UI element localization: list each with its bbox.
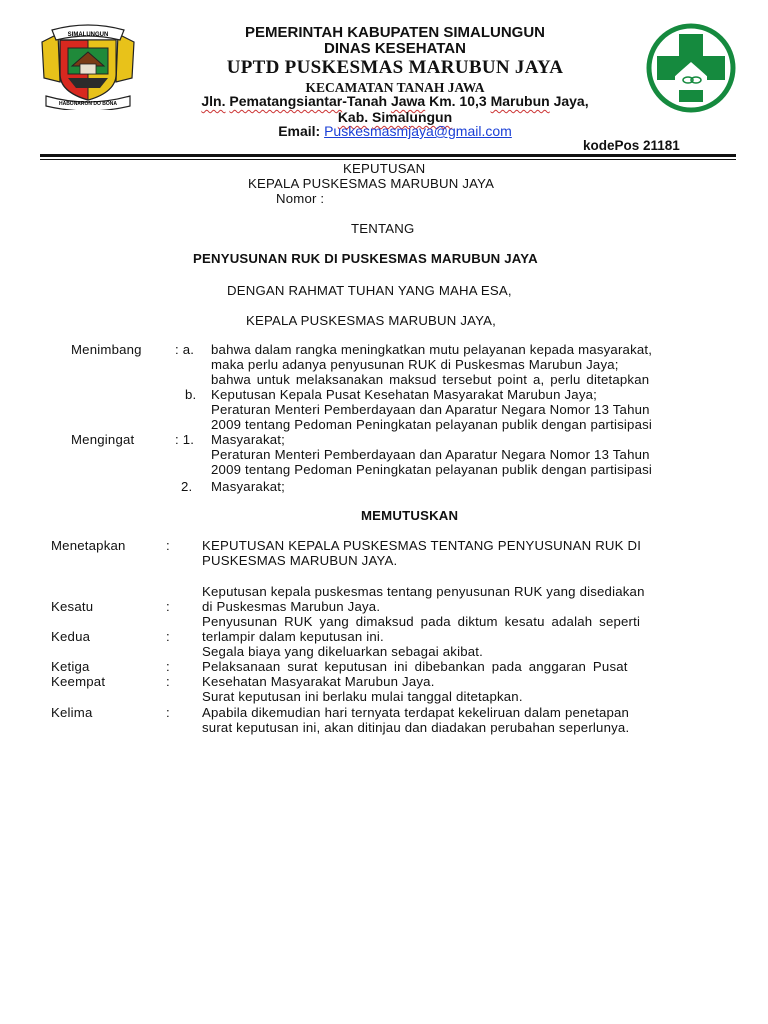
label-keempat: Keempat bbox=[51, 674, 106, 689]
consideration-text: Masyarakat; bbox=[211, 432, 286, 447]
label-kesatu: Kesatu bbox=[51, 599, 94, 614]
puskesmas-cross-logo bbox=[645, 22, 737, 114]
letterhead-line-4: KECAMATAN TANAH JAWA bbox=[305, 80, 485, 95]
decision-line: KEPUTUSAN KEPALA PUSKESMAS TENTANG PENYUSUNAN RUK DI bbox=[202, 538, 642, 553]
email-link[interactable]: Puskesmasmjaya@gmail.com bbox=[324, 123, 512, 139]
label-kelima: Kelima bbox=[51, 705, 93, 720]
address-pematangsiantar: Pematangsiantar bbox=[229, 93, 343, 109]
letterhead-divider-thin bbox=[40, 159, 736, 160]
kodepos: kodePos 21181 bbox=[583, 138, 680, 153]
title-tentang: TENTANG bbox=[351, 221, 415, 236]
letterhead-line-1: PEMERINTAH KABUPATEN SIMALUNGUN bbox=[245, 24, 545, 41]
label-menimbang: Menimbang bbox=[71, 342, 142, 357]
logo-top-text: SIMALUNGUN bbox=[67, 32, 109, 38]
label-kedua: Kedua bbox=[51, 629, 91, 644]
letterhead-line-3: UPTD PUSKESMAS MARUBUN JAYA bbox=[226, 57, 564, 78]
mengingat-point-1: : 1. bbox=[175, 432, 195, 447]
address-marubun: Marubun bbox=[490, 93, 550, 109]
consideration-line bbox=[211, 432, 285, 447]
letterhead-divider-thick bbox=[40, 154, 736, 157]
logo-bottom-text: HABONARON DO BONA bbox=[58, 101, 118, 107]
consideration-line bbox=[211, 387, 597, 402]
title-keputusan: KEPUTUSAN bbox=[343, 161, 426, 176]
consideration-text: Masyarakat; bbox=[211, 479, 286, 494]
consideration-text: maka perlu adanya penyusunan RUK di Puskesmas Marubun Jaya; bbox=[211, 357, 619, 372]
consideration-line bbox=[211, 479, 285, 494]
title-kepala: KEPALA PUSKESMAS MARUBUN JAYA bbox=[248, 176, 495, 191]
consideration-line bbox=[211, 357, 619, 372]
decision-line: Keputusan kepala puskesmas tentang penyusunan RUK yang disediakan bbox=[202, 584, 645, 599]
decision-line: terlampir dalam keputusan ini. bbox=[202, 629, 384, 644]
consideration-text: bahwa dalam rangka meningkatkan mutu pelayanan kepada masyarakat, bbox=[211, 342, 653, 357]
colon: : bbox=[166, 674, 170, 689]
heading-memutuskan: MEMUTUSKAN bbox=[361, 508, 459, 523]
decision-line: Segala biaya yang dikeluarkan sebagai akibat. bbox=[202, 644, 483, 659]
colon: : bbox=[166, 659, 170, 674]
email-label: Email: bbox=[278, 123, 321, 139]
consideration-line bbox=[211, 462, 652, 477]
title-subject: PENYUSUNAN RUK DI PUSKESMAS MARUBUN JAYA bbox=[193, 251, 538, 266]
consideration-line bbox=[211, 417, 652, 432]
simalungun-coat-of-arms-logo bbox=[38, 22, 138, 110]
mengingat-point-2: 2. bbox=[181, 479, 193, 494]
address-tanah: -Tanah bbox=[342, 93, 388, 109]
label-ketiga: Ketiga bbox=[51, 659, 90, 674]
letterhead-line-2: DINAS KESEHATAN bbox=[324, 40, 466, 57]
decision-line: Pelaksanaan surat keputusan ini dibebankan pada anggaran Pusat bbox=[202, 659, 628, 674]
consideration-text: Peraturan Menteri Pemberdayaan dan Aparatur Negara Nomor 13 Tahun bbox=[211, 447, 650, 462]
decision-line: di Puskesmas Marubun Jaya. bbox=[202, 599, 381, 614]
menimbang-point-b: b. bbox=[185, 387, 197, 402]
consideration-text: Keputusan Kepala Pusat Kesehatan Masyarakat Marubun Jaya; bbox=[211, 387, 598, 402]
decision-line: Penyusunan RUK yang dimaksud pada diktum kesatu adalah seperti bbox=[202, 614, 641, 629]
colon: : bbox=[166, 599, 170, 614]
title-kepala-2: KEPALA PUSKESMAS MARUBUN JAYA, bbox=[246, 313, 497, 328]
title-rahmat: DENGAN RAHMAT TUHAN YANG MAHA ESA, bbox=[227, 283, 512, 298]
title-nomor: Nomor : bbox=[276, 191, 325, 206]
decision-line: PUSKESMAS MARUBUN JAYA. bbox=[202, 553, 398, 568]
decision-line: surat keputusan ini, akan ditinjau dan diadakan perubahan seperlunya. bbox=[202, 720, 630, 735]
consideration-line bbox=[211, 447, 650, 462]
address-km: Km. 10,3 bbox=[429, 93, 487, 109]
consideration-line bbox=[211, 342, 704, 357]
consideration-line bbox=[211, 372, 704, 387]
consideration-line bbox=[211, 402, 650, 417]
label-menetapkan: Menetapkan bbox=[51, 538, 126, 553]
consideration-text: 2009 tentang Pedoman Peningkatan pelayanan publik dengan partisipasi bbox=[211, 417, 653, 432]
colon: : bbox=[166, 705, 170, 720]
colon: : bbox=[166, 629, 170, 644]
label-mengingat: Mengingat bbox=[71, 432, 135, 447]
decision-line: Kesehatan Masyarakat Marubun Jaya. bbox=[202, 674, 435, 689]
colon: : bbox=[166, 538, 170, 553]
address-simalungun: Simalungun bbox=[372, 109, 453, 125]
letterhead-email-line bbox=[150, 123, 640, 139]
decision-line: Surat keputusan ini berlaku mulai tanggal ditetapkan. bbox=[202, 689, 523, 704]
consideration-text: 2009 tentang Pedoman Peningkatan pelayanan publik dengan partisipasi bbox=[211, 462, 653, 477]
letterhead-address bbox=[150, 93, 640, 109]
address-jaya: Jaya, bbox=[553, 93, 589, 109]
address-kab: Kab. bbox=[337, 109, 369, 125]
address-jln: Jln. bbox=[201, 93, 226, 109]
consideration-text: bahwa untuk melaksanakan maksud tersebut point a, perlu ditetapkan bbox=[211, 372, 650, 387]
menimbang-point-a: : a. bbox=[175, 342, 195, 357]
consideration-text: Peraturan Menteri Pemberdayaan dan Aparatur Negara Nomor 13 Tahun bbox=[211, 402, 650, 417]
address-jawa: Jawa bbox=[390, 93, 426, 109]
decision-line: Apabila dikemudian hari ternyata terdapat kekeliruan dalam penetapan bbox=[202, 705, 630, 720]
